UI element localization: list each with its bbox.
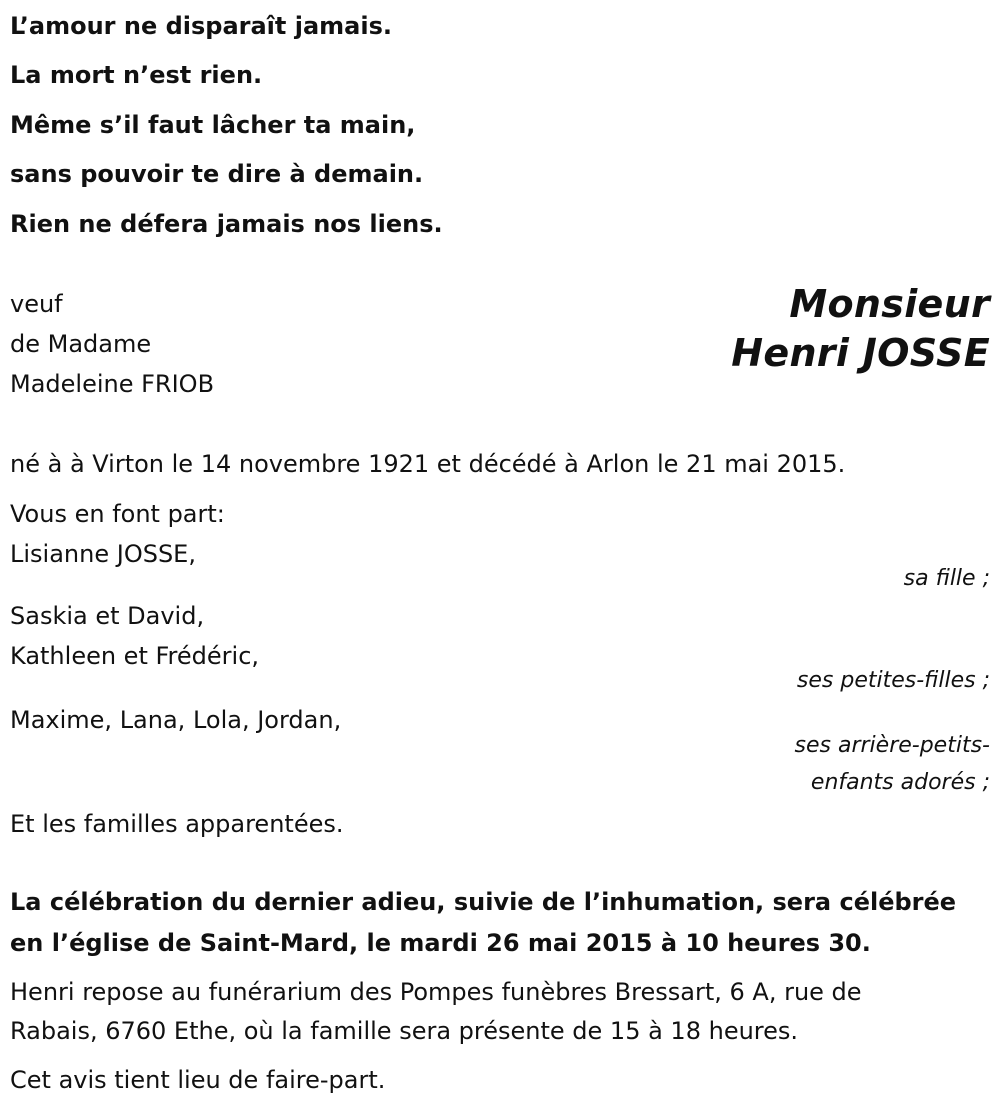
family-granddaughter: Saskia et David,	[10, 602, 205, 630]
poem-line: Même s’il faut lâcher ta main,	[10, 111, 416, 139]
closing-text: Cet avis tient lieu de faire-part.	[10, 1066, 386, 1094]
poem-line: sans pouvoir te dire à demain.	[10, 160, 424, 188]
deceased-name: Henri JOSSE	[731, 331, 990, 375]
family-granddaughter: Kathleen et Frédéric,	[10, 642, 260, 670]
family-great-grandchildren: Maxime, Lana, Lola, Jordan,	[10, 706, 342, 734]
funeral-home-line: Rabais, 6760 Ethe, où la famille sera présente de 15 à 18 heures.	[10, 1017, 799, 1045]
poem-line: L’amour ne disparaît jamais.	[10, 12, 392, 40]
birth-death-text: né à à Virton le 14 novembre 1921 et décédé à Arlon le 21 mai 2015.	[10, 450, 846, 478]
relation-daughter: sa fille ;	[903, 566, 990, 591]
ceremony-line: La célébration du dernier adieu, suivie de l’inhumation, sera célébrée	[10, 888, 957, 916]
relation-great-grandchildren: enfants adorés ;	[810, 770, 990, 795]
widower-line: de Madame	[10, 330, 152, 358]
poem-line: La mort n’est rien.	[10, 61, 263, 89]
announcers-intro: Vous en font part:	[10, 500, 225, 528]
relation-great-grandchildren: ses arrière-petits-	[794, 733, 990, 758]
widower-line: Madeleine FRIOB	[10, 370, 215, 398]
deceased-title: Monsieur	[789, 282, 990, 326]
ceremony-line: en l’église de Saint-Mard, le mardi 26 mai 2015 à 10 heures 30.	[10, 929, 871, 957]
family-others: Et les familles apparentées.	[10, 810, 344, 838]
poem-line: Rien ne défera jamais nos liens.	[10, 210, 443, 238]
relation-granddaughters: ses petites-filles ;	[796, 668, 990, 693]
family-daughter: Lisianne JOSSE,	[10, 540, 196, 568]
funeral-home-line: Henri repose au funérarium des Pompes funèbres Bressart, 6 A, rue de	[10, 978, 862, 1006]
widower-line: veuf	[10, 290, 63, 318]
